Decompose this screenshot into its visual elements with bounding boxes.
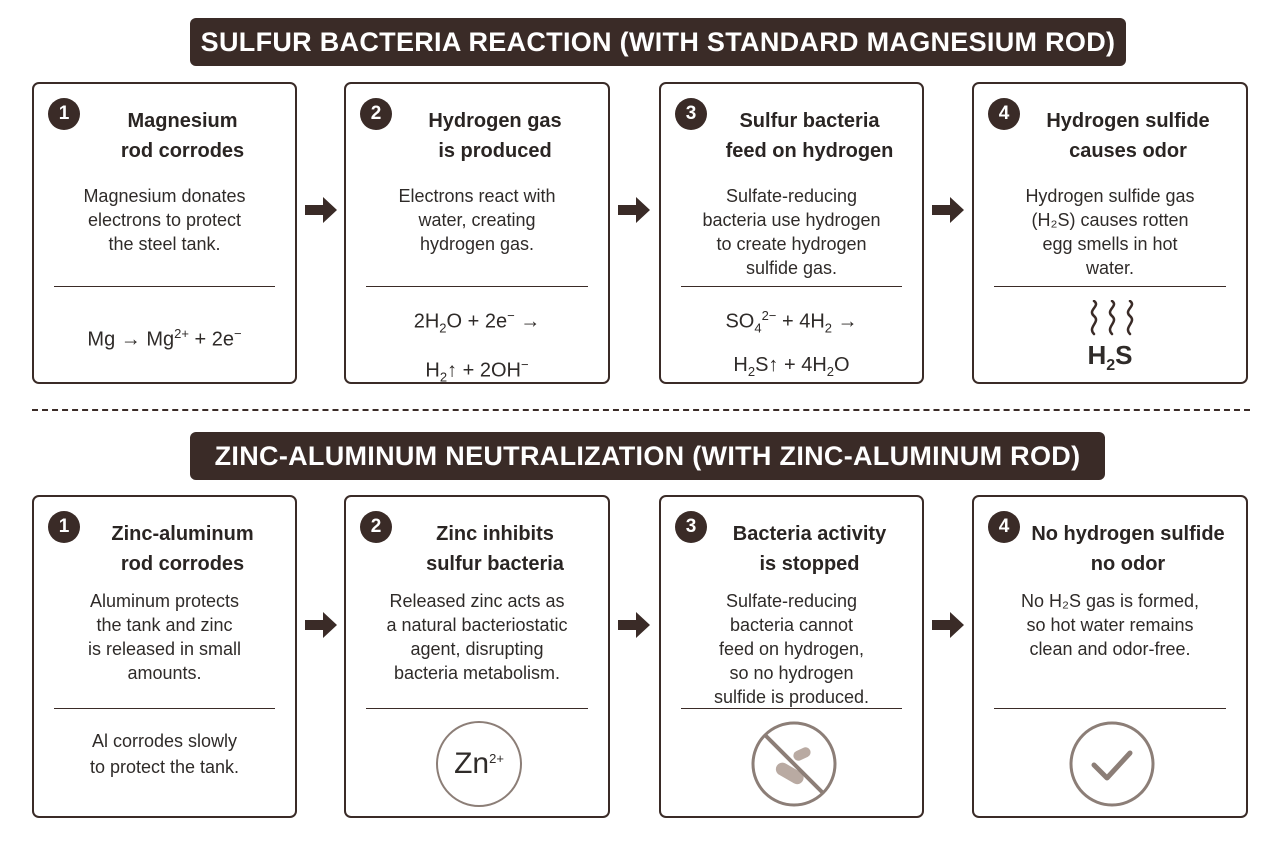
step-title: No hydrogen sulfide no odor [1031, 523, 1225, 575]
step-title: Zinc inhibits sulfur bacteria [426, 523, 564, 575]
flow-arrow-icon [930, 610, 966, 640]
bottom-section-title: ZINC-ALUMINUM NEUTRALIZATION (WITH ZINC-ALUMINUM ROD) [190, 432, 1105, 480]
step-number: 3 [675, 98, 707, 130]
top-section-title: SULFUR BACTERIA REACTION (WITH STANDARD MAGNESIUM ROD) [190, 18, 1126, 66]
step-description: Released zinc acts as a natural bacteriostatic agent, disrupting bacteria metabolism. [386, 591, 568, 683]
chemical-equation: $SO_4^{2-} + 4H_2$ → $H_2S↑ + 4H_2O$ [725, 308, 858, 379]
step-divider-line [681, 286, 902, 287]
step-description: Sulfate-reducing bacteria cannot feed on hydrogen, so no hydrogen sulfide is produced. [713, 591, 870, 707]
step-title: Sulfur bacteria feed on hydrogen [725, 110, 894, 162]
step-description: Electrons react with water, creating hydrogen gas. [398, 186, 556, 254]
step-description: Hydrogen sulfide gas (H₂S) causes rotten egg smells in hot water. [1025, 186, 1195, 278]
step-number: 2 [360, 98, 392, 130]
step-number: 4 [988, 511, 1020, 543]
zinc-ion-icon: Zn $^{2+}$ [436, 721, 522, 807]
flow-arrow-icon [303, 195, 339, 225]
h2s-label: $H_2S$ [1087, 340, 1133, 375]
step-number: 1 [48, 98, 80, 130]
section-divider [32, 409, 1250, 411]
step-divider-line [366, 286, 588, 287]
step-title: Magnesium rod corrodes [120, 110, 245, 162]
step-description: Aluminum protects the tank and zinc is released in small amounts. [87, 591, 242, 683]
step-card-bottom-3 [659, 495, 924, 818]
step-card-bottom-2 [344, 495, 610, 818]
step-card-top-3 [659, 82, 924, 384]
checkmark-icon [1067, 719, 1157, 809]
no-bacteria-icon [749, 719, 839, 809]
flow-arrow-icon [616, 195, 652, 225]
step-card-bottom-1 [32, 495, 297, 818]
step-title: Hydrogen gas is produced [428, 110, 562, 162]
step-description: Sulfate-reducing bacteria use hydrogen to create hydrogen sulfide gas. [702, 186, 881, 278]
step-number: 1 [48, 511, 80, 543]
step-number: 3 [675, 511, 707, 543]
step-title: Zinc-aluminum rod corrodes [111, 523, 254, 575]
step-card-top-2 [344, 82, 610, 384]
step-card-bottom-4 [972, 495, 1248, 818]
step-divider-line [366, 708, 588, 709]
step-description: No H₂S gas is formed, so hot water remains clean and odor-free. [1020, 591, 1200, 659]
step-divider-line [54, 708, 275, 709]
step-number: 4 [988, 98, 1020, 130]
flow-arrow-icon [616, 610, 652, 640]
chemical-equation: $Mg \to Mg^{2+} + 2e^-$ [87, 326, 242, 351]
step-divider-line [54, 286, 275, 287]
flow-arrow-icon [930, 195, 966, 225]
step-note: Al corrodes slowly to protect the tank. [89, 731, 240, 777]
step-card-top-1 [32, 82, 297, 384]
flow-arrow-icon [303, 610, 339, 640]
step-divider-line [994, 708, 1226, 709]
step-title: Hydrogen sulfide causes odor [1046, 110, 1210, 162]
chemical-equation: $2H_2O + 2e^-$ → $H_2↑ + 2OH^-$ [413, 308, 541, 385]
odor-wave-icon [1082, 300, 1142, 336]
step-divider-line [681, 708, 902, 709]
step-description: Magnesium donates electrons to protect the steel tank. [83, 186, 246, 254]
step-number: 2 [360, 511, 392, 543]
step-divider-line [994, 286, 1226, 287]
step-card-top-4 [972, 82, 1248, 384]
step-title: Bacteria activity is stopped [732, 523, 887, 575]
